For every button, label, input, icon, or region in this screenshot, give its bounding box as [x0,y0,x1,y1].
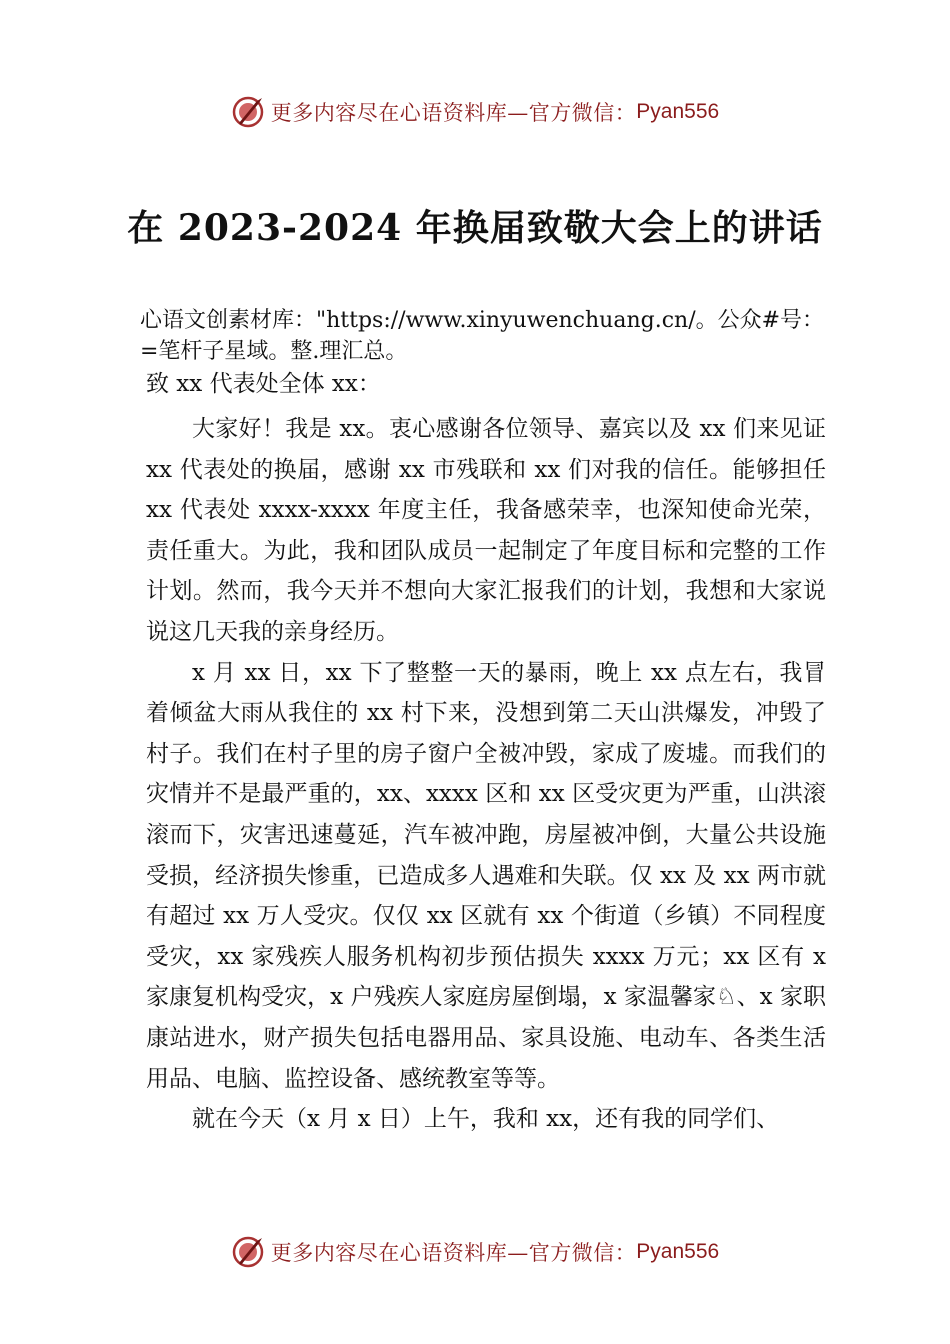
quill-logo-icon [231,95,265,129]
source-line: 心语文创素材库："https://www.xinyuwenchuang.cn/。公众#号：=笔杆子星域。整.理汇总。 [140,308,825,364]
paragraph: 就在今天（x 月 x 日）上午，我和 xx，还有我的同学们、 [192,1106,780,1133]
paragraph: x 月 xx 日，xx 下了整整一天的暴雨，晚上 xx 点左右，我冒着倾盆大雨从我住的 xx 村下来，没想到第二天山洪爆发，冲毁了村子。我们在村子里的房子窗户全被冲毁，家成了废墟。而我们的灾情并不是最严重的，xx、xxxx 区和 xx 区受灾更为严重，山洪滚滚而下，灾害迅速蔓延，汽车被冲跑，房屋被冲倒，大量公共设施受损，经济损失惨重，已造成多人遇难和失联。仅 xx 及 xx 两市就有超过 xx 万人受灾。仅仅 xx 区就有 xx 个街道（乡镇）不同程度受灾，xx 家残疾人服务机构初步预估损失 xxxx 万元；xx 区有 x 家康复机构受灾，x 户残疾人家庭房屋倒塌，x 家温馨家♘、x 家职康站进水，财产损失包括电器用品、家具设施、电动车、各类生活用品、电脑、监控设备、感统教室等等。 [146,659,826,1092]
footer-banner [0,1234,950,1270]
paragraph: 大家好！我是 xx。衷心感谢各位领导、嘉宾以及 xx 们来见证 xx 代表处的换届，感谢 xx 市残联和 xx 们对我的信任。能够担任 xx 代表处 xxxx-xxxx 年度主任，我备感荣幸，也深知使命光荣，责任重大。为此，我和团队成员一起制定了年度目标和完整的工作计划。然而，我今天并不想向大家汇报我们的计划，我想和大家说说这几天我的亲身经历。 [146,416,826,645]
header-banner [0,94,950,130]
document-body [146,409,826,1140]
quill-logo-icon [231,1235,265,1269]
banner-text: 更多内容尽在心语资料库—官方微信： [270,1241,637,1265]
wechat-handle: Pyan556 [636,1240,720,1263]
wechat-handle: Pyan556 [636,100,720,123]
banner-text: 更多内容尽在心语资料库—官方微信： [270,101,637,125]
page-title: 在 2023-2024 年换届致敬大会上的讲话 [127,207,823,249]
salutation: 致 xx 代表处全体 xx： [146,371,381,397]
